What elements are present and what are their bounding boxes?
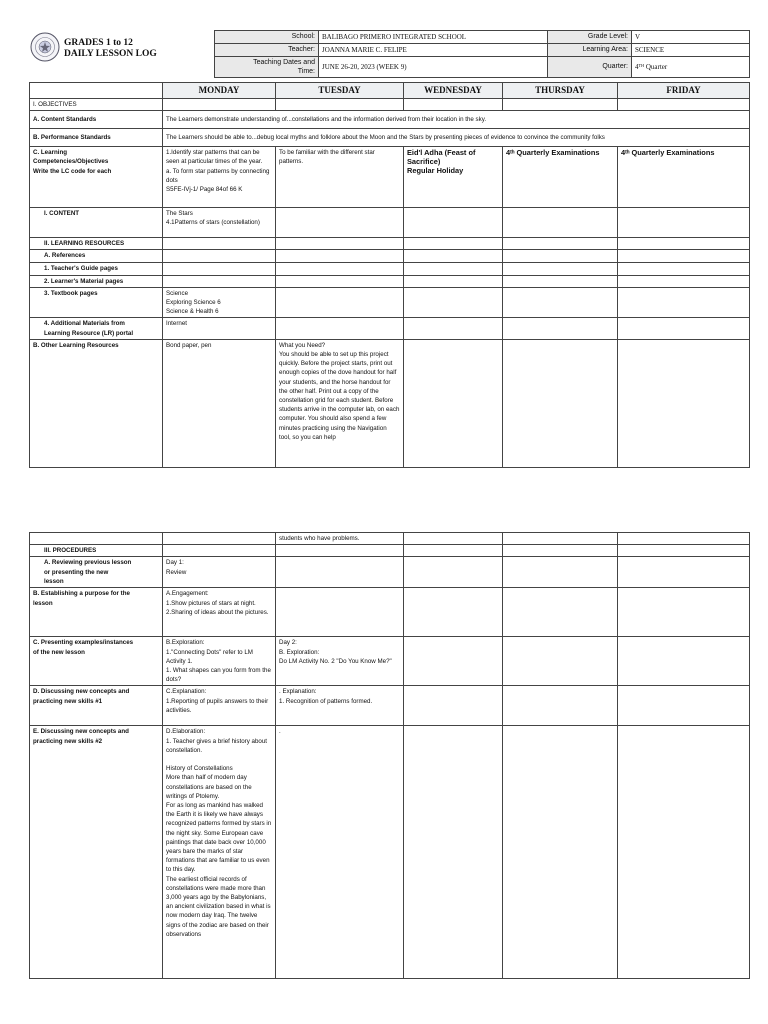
lc-tuesday: To be familiar with the different star patterns. xyxy=(276,147,404,208)
other-resources-monday: Bond paper, pen xyxy=(163,339,276,467)
learning-area-value: SCIENCE xyxy=(632,44,750,57)
lc-friday-exam: 4ᵗʰ Quarterly Examinations xyxy=(618,147,750,208)
header-info-table xyxy=(214,30,750,78)
establishing-purpose-label: B. Establishing a purpose for the lesson xyxy=(30,588,163,637)
additional-materials-monday: Internet xyxy=(163,318,276,339)
discussing-skills-2-label: E. Discussing new concepts and practicing new skills #2 xyxy=(30,726,163,979)
teacher-label: Teacher: xyxy=(215,44,319,57)
day-header-friday: FRIDAY xyxy=(618,83,750,99)
content-label: I. CONTENT xyxy=(30,208,163,238)
performance-standards-label: B. Performance Standards xyxy=(30,129,163,147)
title-line-2: DAILY LESSON LOG xyxy=(64,49,157,59)
teaching-dates-label: Teaching Dates and Time: xyxy=(215,57,319,78)
additional-materials-label: 4. Additional Materials from Learning Resource (LR) portal xyxy=(30,318,163,339)
content-standards-text: The Learners demonstrate understanding of...constellations and the information derived from their location in the sky. xyxy=(163,111,750,129)
learning-area-label: Learning Area: xyxy=(548,44,632,57)
grade-level-value: V xyxy=(632,31,750,44)
teaching-dates-value: JUNE 26-20, 2023 (WEEK 9) xyxy=(319,57,548,78)
teachers-guide-label: 1. Teacher's Guide pages xyxy=(30,262,163,275)
textbook-pages-label: 3. Textbook pages xyxy=(30,287,163,318)
deped-seal-icon xyxy=(30,32,60,62)
performance-standards-text: The Learners should be able to...debug local myths and folklore about the Moon and the Stars by presenting pieces of evidence to convince the community folks xyxy=(163,129,750,147)
reviewing-lesson-monday: Day 1: Review xyxy=(163,557,276,588)
presenting-examples-monday: B.Exploration: 1."Connecting Dots" refer to LM Activity 1. 1. What shapes can you form from the dots? xyxy=(163,637,276,686)
discussing-skills-2-monday: D.Elaboration: 1. Teacher gives a brief history about constellation. History of Constellations More than half of modern day constellations are based on the writings of Ptolemy. For as long as mankind has walked the Earth it is likely we have always recognized patterns formed by stars in the night sky. Some European cave paintings that date back over 10,000 years bare the marks of star formations that are familiar to us even to this day. The earliest official records of constellations were made more than 3,000 years ago by the Babylonians, an ancient civilization based in what is now modern day Iraq. The twelve signs of the zodiac are based on their observations xyxy=(163,726,276,979)
day-header-thursday: THURSDAY xyxy=(503,83,618,99)
presenting-examples-label: C. Presenting examples/instances of the new lesson xyxy=(30,637,163,686)
reviewing-lesson-label: A. Reviewing previous lesson or presenting the new lesson xyxy=(30,557,163,588)
procedures-label: III. PROCEDURES xyxy=(30,545,163,557)
title-line-1: GRADES 1 to 12 xyxy=(64,38,133,48)
form-title xyxy=(64,38,157,60)
presenting-examples-tuesday: Day 2: B. Exploration: Do LM Activity No. 2 "Do You Know Me?" xyxy=(276,637,404,686)
learning-resources-label: II. LEARNING RESOURCES xyxy=(30,238,163,250)
discussing-skills-1-tuesday: . Explanation: 1. Recognition of patterns formed. xyxy=(276,686,404,726)
lesson-log-table-page2 xyxy=(29,532,750,979)
textbook-monday: Science Exploring Science 6 Science & Health 6 xyxy=(163,287,276,318)
continued-tuesday: students who have problems. xyxy=(276,533,404,545)
lc-thursday-exam: 4ᵗʰ Quarterly Examinations xyxy=(503,147,618,208)
school-value: BALIBAGO PRIMERO INTEGRATED SCHOOL xyxy=(319,31,548,44)
grade-level-label: Grade Level: xyxy=(548,31,632,44)
day-header-monday: MONDAY xyxy=(163,83,276,99)
discussing-skills-2-tuesday: . xyxy=(276,726,404,979)
lesson-log-table-page1 xyxy=(29,82,750,468)
content-monday: The Stars 4.1Patterns of stars (constellation) xyxy=(163,208,276,238)
other-resources-tuesday: What you Need? You should be able to set up this project quickly. Before the project starts, print out enough copies of the dove handout for half your students, and the horse handout for the other half. Print out a copy of the constellation grid for each student. Before students arrive in the computer lab, on each computer. You should also spend a few minutes practicing using the Navigation tool, so you can help xyxy=(276,339,404,467)
day-header-wednesday: WEDNESDAY xyxy=(404,83,503,99)
lc-wednesday-holiday: Eid'l Adha (Feast of Sacrifice) Regular Holiday xyxy=(404,147,503,208)
quarter-label: Quarter: xyxy=(548,57,632,78)
learning-competencies-label: C. Learning Competencies/Objectives Write the LC code for each xyxy=(30,147,163,208)
content-standards-label: A. Content Standards xyxy=(30,111,163,129)
discussing-skills-1-label: D. Discussing new concepts and practicing new skills #1 xyxy=(30,686,163,726)
lc-monday: 1.Identify star patterns that can be seen at particular times of the year. a. To form star patterns by connecting dots S5FE-IVj-1/ Page 84of 66 K xyxy=(163,147,276,208)
school-label: School: xyxy=(215,31,319,44)
quarter-value: 4ᵀᴴ Quarter xyxy=(632,57,750,78)
other-resources-label: B. Other Learning Resources xyxy=(30,339,163,467)
objectives-heading: I. OBJECTIVES xyxy=(30,99,163,111)
references-label: A. References xyxy=(30,250,163,262)
discussing-skills-1-monday: C.Explanation: 1.Reporting of pupils answers to their activities. xyxy=(163,686,276,726)
learners-material-label: 2. Learner's Material pages xyxy=(30,275,163,287)
corner-cell xyxy=(30,83,163,99)
day-header-tuesday: TUESDAY xyxy=(276,83,404,99)
teacher-value: JOANNA MARIE C. FELIPE xyxy=(319,44,548,57)
establishing-purpose-monday: A.Engagement: 1.Show pictures of stars at night. 2.Sharing of ideas about the pictures. xyxy=(163,588,276,637)
